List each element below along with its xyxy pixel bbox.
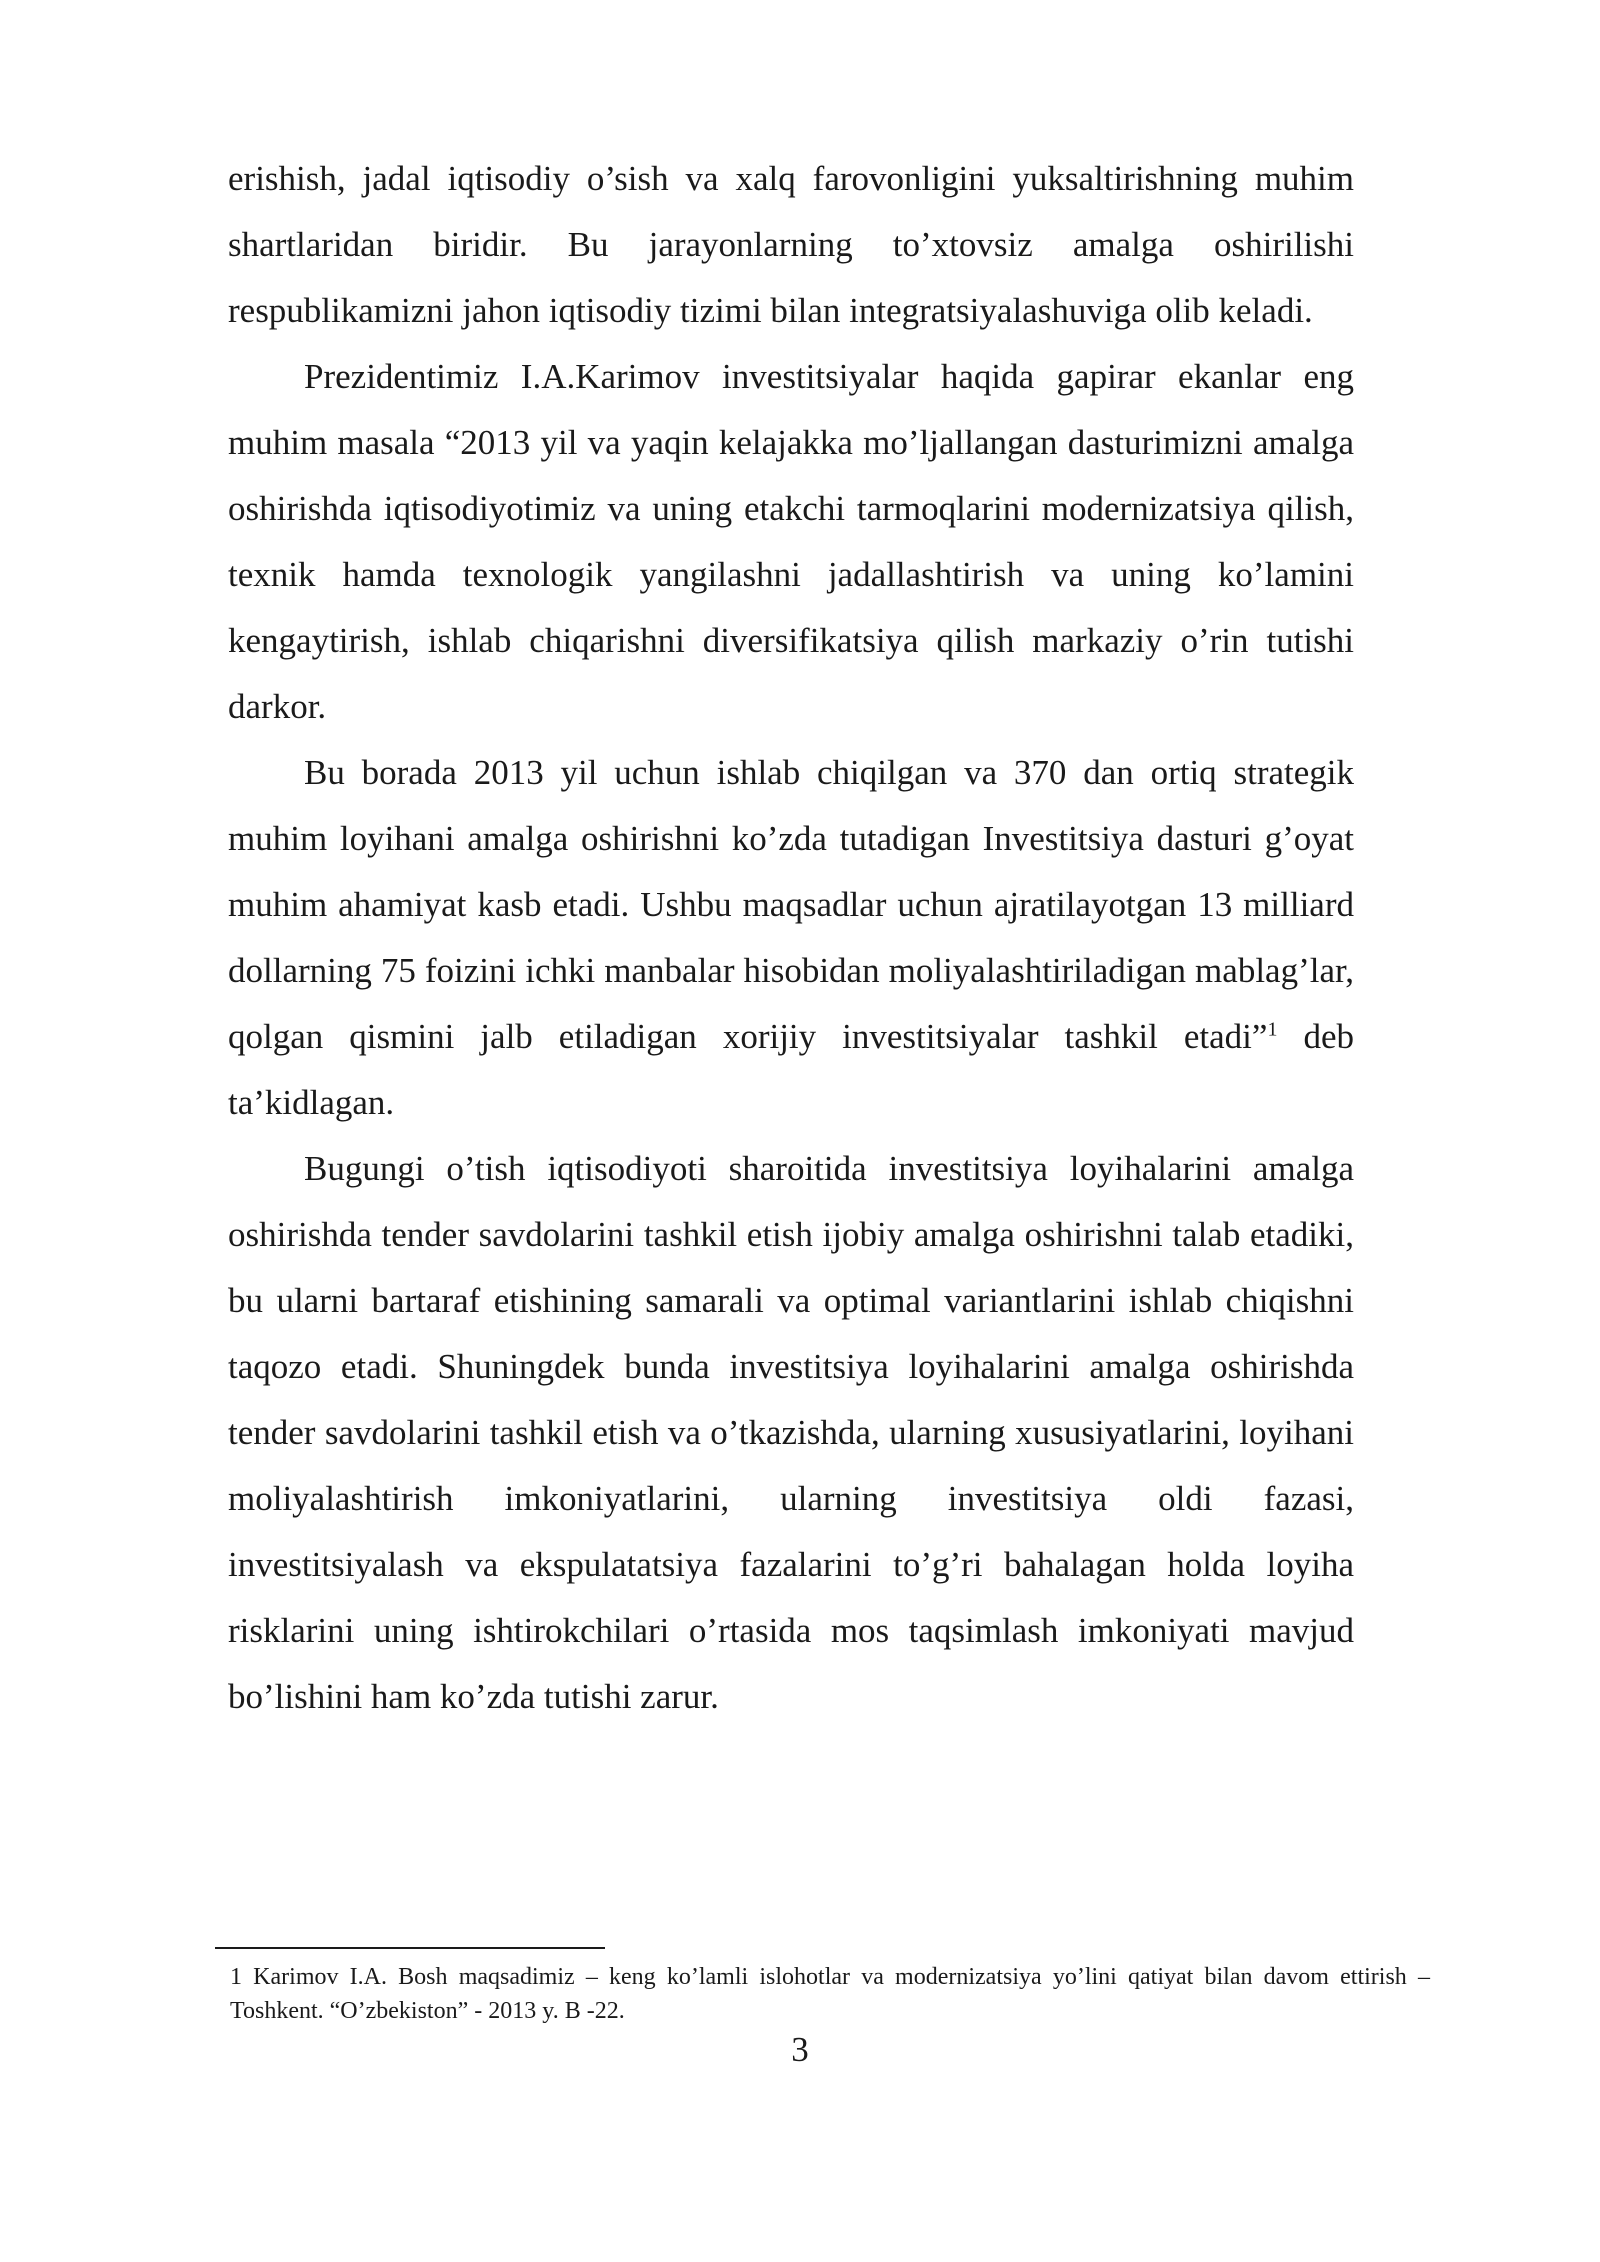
body-paragraph: Bugungi o’tish iqtisodiyoti sharoitida investitsiya loyihalarini amalga oshirishda tender savdolarini tashkil etish ijobiy amalga oshirishni talab etadiki, bu ularni bartaraf etishining samarali va optimal variantlarini ishlab chiqishni taqozo etadi. Shuningdek bunda investitsiya loyihalarini amalga oshirishda tender savdolarini tashkil etish va o’tkazishda, ularning xususiyatlarini, loyihani moliyalashtirish imkoniyatlarini, ularning investitsiya oldi fazasi, investitsiyalash va ekspulatatsiya fazalarini to’g’ri bahalagan holda loyiha risklarini uning ishtirokchilari o’rtasida mos taqsimlash imkoniyati mavjud bo’lishini ham ko’zda tutishi zarur.	[228, 1149, 1354, 1716]
body-paragraph: erishish, jadal iqtisodiy o’sish va xalq farovonligini yuksaltirishning muhim shartlaridan biridir. Bu jarayonlarning to’xtovsiz amalga oshirilishi respublikamizni jahon iqtisodiy tizimi bilan integratsiyalashuviga olib keladi.	[228, 159, 1354, 330]
paragraph-text: Bu borada 2013 yil uchun ishlab chiqilgan va 370 dan ortiq strategik muhim loyihani amalga oshirishni ko’zda tutadigan Investitsiya dasturi g’oyat muhim ahamiyat kasb etadi. Ushbu maqsadlar uchun ajratilayotgan 13 milliard dollarning 75 foizini ichki manbalar hisobidan moliyalashtiriladigan mablag’lar, qolgan qismini jalb etiladigan xorijiy investitsiyalar tashkil etadi”	[228, 753, 1354, 1056]
body-paragraph: Prezidentimiz I.A.Karimov investitsiyalar haqida gapirar ekanlar eng muhim masala “2013 yil va yaqin kelajakka mo’ljallangan dasturimizni amalga oshirishda iqtisodiyotimiz va uning etakchi tarmoqlarini modernizatsiya qilish, texnik hamda texnologik yangilashni jadallashtirish va uning ko’lamini kengaytirish, ishlab chiqarishni diversifikatsiya qilish markaziy o’rin tutishi darkor.	[228, 357, 1354, 726]
footnote: 1 Karimov I.A. Bosh maqsadimiz – keng ko’lamli islohotlar va modernizatsiya yo’lini qatiyat bilan davom ettirish – Toshkent. “O’zbekiston” - 2013 y. B -22.	[230, 1964, 1430, 2024]
footnote-reference[interactable]: 1	[1267, 1018, 1278, 1041]
paragraph-text: deb ta’kidlagan.	[228, 1017, 1354, 1122]
page-body	[228, 146, 1354, 1730]
body-paragraph	[228, 740, 1354, 1136]
page-number: 3	[791, 2030, 809, 2069]
footnote-separator	[215, 1947, 605, 1949]
